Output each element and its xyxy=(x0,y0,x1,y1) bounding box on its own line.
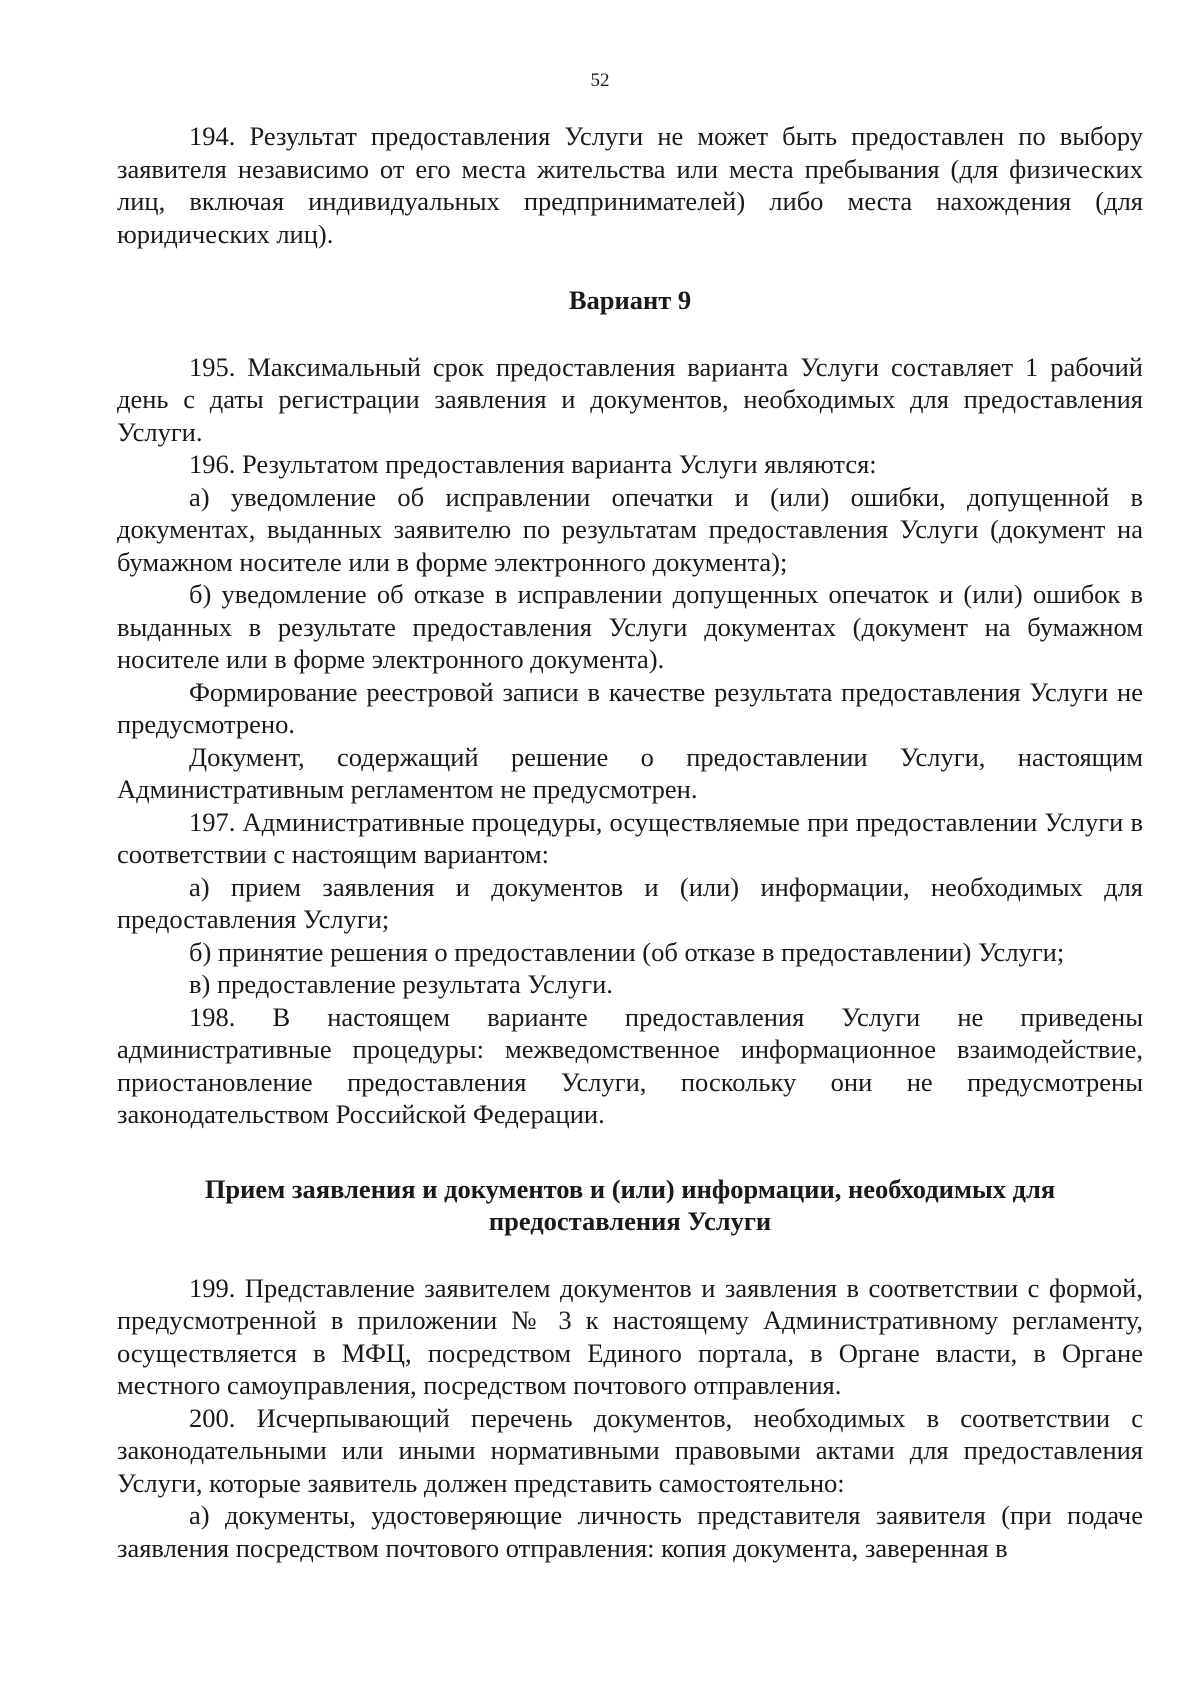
page-number: 52 xyxy=(590,70,610,91)
paragraph-196-b: б) уведомление об отказе в исправлении допущенных опечаток и (или) ошибок в выданных в результате предоставления Услуги документах (документ на бумажном носителе или в форме электронного документа). xyxy=(117,579,1143,674)
paragraph-194: 194. Результат предоставления Услуги не может быть предоставлен по выбору заявителя независимо от его места жительства или места пребывания (для физических лиц, включая индивидуальных предпринимателей) либо места нахождения (для юридических лиц). xyxy=(117,121,1143,249)
paragraph-198: 198. В настоящем варианте предоставления Услуги не приведены административные процедуры: межведомственное информационное взаимодействие, приостановление предоставления Услуги, поскольку они не предусмотрены законодательством Российской Федерации. xyxy=(117,1001,1143,1129)
paragraph-197-a: а) прием заявления и документов и (или) информации, необходимых для предоставления Услуги; xyxy=(117,871,1143,934)
paragraph-196: 196. Результатом предоставления варианта Услуги являются: xyxy=(189,449,877,479)
paragraph-200: 200. Исчерпывающий перечень документов, необходимых в соответствии с законодательными или иными нормативными правовыми актами для предоставления Услуги, которые заявитель должен представить самостоятельно: xyxy=(117,1402,1143,1498)
paragraph-195: 195. Максимальный срок предоставления варианта Услуги составляет 1 рабочий день с даты регистрации заявления и документов, необходимых для предоставления Услуги. xyxy=(117,351,1143,447)
section-heading-application-intake: Прием заявления и документов и (или) информации, необходимых для предоставления Услуги xyxy=(204,1173,1056,1236)
document-body xyxy=(117,120,1143,1564)
paragraph-registry-record: Формирование реестровой записи в качестве результата предоставления Услуги не предусмотрено. xyxy=(117,676,1143,739)
paragraph-197-c: в) предоставление результата Услуги. xyxy=(189,969,613,999)
paragraph-197-b: б) принятие решения о предоставлении (об отказе в предоставлении) Услуги; xyxy=(189,936,1065,967)
paragraph-199: 199. Представление заявителем документов и заявления в соответствии с формой, предусмотренной в приложении № 3 к настоящему Административному регламенту, осуществляется в МФЦ, посредством Единого портала, в Органе власти, в Органе местного самоуправления, посредством почтового отправления. xyxy=(117,1272,1143,1400)
section-heading-variant-9: Вариант 9 xyxy=(568,285,692,315)
paragraph-200-a: а) документы, удостоверяющие личность представителя заявителя (при подаче заявления посредством почтового отправления: копия документа, заверенная в xyxy=(117,1500,1143,1563)
paragraph-197: 197. Административные процедуры, осуществляемые при предоставлении Услуги в соответствии с настоящим вариантом: xyxy=(117,806,1143,869)
paragraph-decision-document: Документ, содержащий решение о предоставлении Услуги, настоящим Административным регламентом не предусмотрен. xyxy=(117,741,1143,804)
paragraph-196-a: а) уведомление об исправлении опечатки и (или) ошибки, допущенной в документах, выданных заявителю по результатам предоставления Услуги (документ на бумажном носителе или в форме электронного документа); xyxy=(117,481,1143,577)
